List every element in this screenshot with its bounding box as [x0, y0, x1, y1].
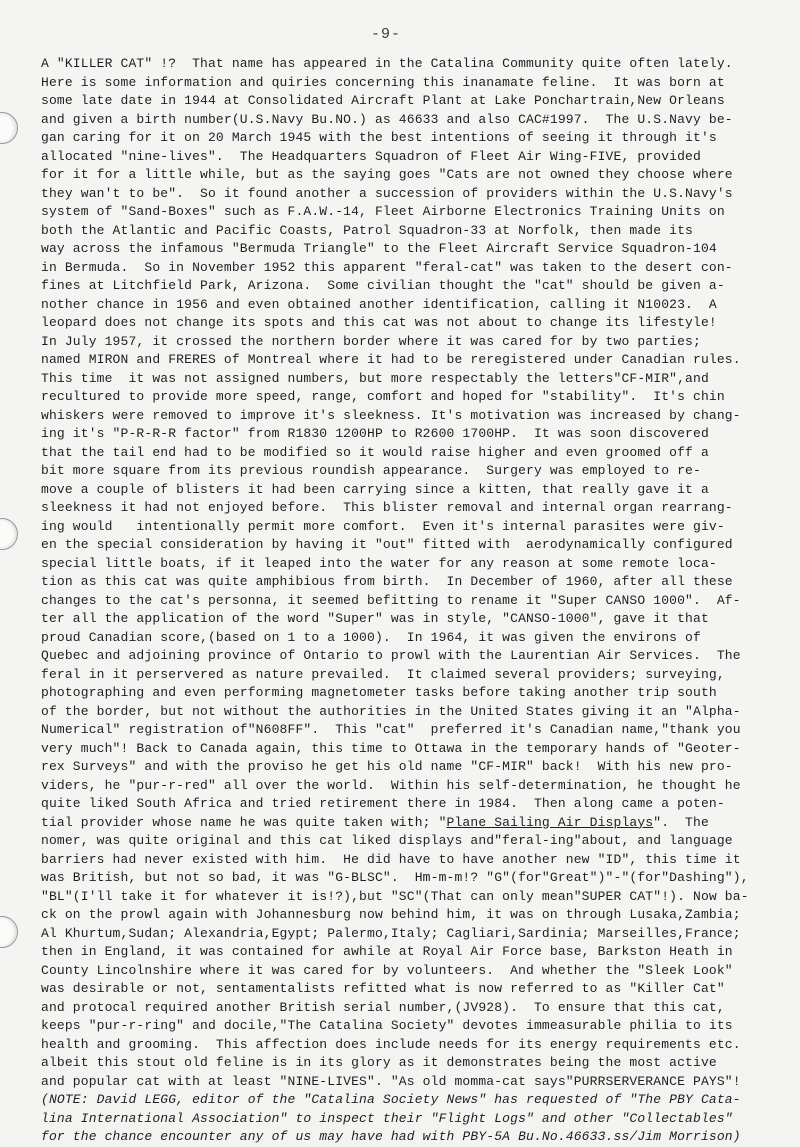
article-line: nother chance in 1956 and even obtained another identification, calling it N10023. A [41, 296, 717, 312]
article-line: en the special consideration by having it "out" fitted with aerodynamically configured [41, 537, 733, 552]
article-line: and given a birth number(U.S.Navy Bu.NO.) as 46633 and also CAC#1997. The U.S.Navy be- [41, 111, 733, 127]
article-line: special little boats, if it leaped into the water for any reason at some remote loca- [41, 555, 717, 571]
article-line: then in England, it was contained for awhile at Royal Air Force base, Barkston Heath in [41, 944, 733, 959]
article-line: some late date in 1944 at Consolidated Aircraft Plant at Lake Ponchartrain,New Orleans [41, 93, 725, 108]
article-line: Quebec and adjoining province of Ontario to prowl with the Laurentian Air Services. The [41, 648, 741, 663]
article-line: Numerical" registration of"N608FF". This "cat" preferred it's Canadian name,"thank you [41, 722, 741, 737]
binder-punch-hole [0, 112, 18, 144]
article-line: leopard does not change its spots and this cat was not about to change its lifestyle! [41, 315, 717, 330]
article-line: sleekness it had not enjoyed before. This blister removal and internal organ rearrang- [41, 500, 733, 515]
article-line: Here is some information and quiries concerning this inanamate feline. It was born at [41, 74, 725, 90]
article-line: ck on the prowl again with Johannesburg now behind him, it was on through Lusaka,Zambia; [41, 907, 741, 922]
article-line: In July 1957, it crossed the northern border where it was cared for by two parties; [41, 333, 701, 349]
article-line: bit more square from its previous roundish appearance. Surgery was employed to re- [41, 463, 701, 478]
article-line: viders, he "pur-r-red" all over the world. Within his self-determination, he thought he [41, 777, 741, 793]
article-line: that the tail end had to be modified so it would raise higher and even groomed off a [41, 444, 709, 460]
article-line: both the Atlantic and Pacific Coasts, Patrol Squadron-33 at Norfolk, then made its [41, 222, 694, 238]
article-line: keeps "pur-r-ring" and docile,"The Catalina Society" devotes immeasurable philia to its [41, 1018, 733, 1033]
article-line: A "KILLER CAT" !? That name has appeared in the Catalina Community quite often lately. [41, 56, 733, 71]
article-line: albeit this stout old feline is in its glory as it demonstrates being the most active [41, 1055, 717, 1070]
article-line: ter all the application of the word "Super" was in style, "CANSO-1000", gave it that [41, 611, 709, 626]
article-line: way across the infamous "Bermuda Triangle" to the Fleet Aircraft Service Squadron-104 [41, 241, 717, 256]
article-line: ing it's "P-R-R-R factor" from R1830 1200HP to R2600 1700HP. It was soon discovered [41, 426, 709, 441]
article-line: very much"! Back to Canada again, this time to Ottawa in the temporary hands of "Geoter- [41, 740, 741, 756]
editor-note-line: for the chance encounter any of us may have had with PBY-5A Bu.No.46633.ss/Jim Morrison) [41, 1129, 741, 1144]
article-line: ing would intentionally permit more comfort. Even it's internal parasites were giv- [41, 518, 725, 534]
article-line: move a couple of blisters it had been carrying since a kitten, that really gave it a [41, 481, 709, 497]
article-line: fines at Litchfield Park, Arizona. Some civilian thought the "cat" should be given a- [41, 278, 725, 293]
page-number: -9- [370, 26, 401, 43]
article-line: This time it was not assigned numbers, but more respectably the letters"CF-MIR",and [41, 370, 709, 386]
article-line: was desirable or not, sentamentalists refitted what is now referred to as "Killer Cat" [41, 981, 725, 996]
article-line: and protocal required another British serial number,(JV928). To ensure that this cat, [41, 999, 725, 1015]
editor-note-line: lina International Association" to inspect their "Flight Logs" and other "Collectables" [41, 1110, 733, 1126]
article-line: allocated "nine-lives". The Headquarters Squadron of Fleet Air Wing-FIVE, provided [41, 148, 701, 164]
article-line: recultured to provide more speed, range, comfort and hoped for "stability". It's chin [41, 389, 725, 404]
article-line: proud Canadian score,(based on 1 to a 1000). In 1964, it was given the environs of [41, 629, 701, 645]
article-line: tial provider whose name he was quite taken with; "Plane Sailing Air Displays". The [41, 814, 709, 830]
article-line: feral in it perservered as nature prevailed. It claimed several providers; surveying, [41, 666, 725, 682]
article-line: health and grooming. This affection does include needs for its energy requirements etc. [41, 1036, 741, 1052]
article-line: rex Surveys" and with the proviso he get his old name "CF-MIR" back! With his new pro- [41, 759, 733, 774]
article-line: "BL"(I'll take it for whatever it is!?),but "SC"(That can only mean"SUPER CAT"!). Now ba- [41, 888, 749, 904]
article-line: was British, but not so bad, it was "G-BLSC". Hm-m-m!? "G"(for"Great")"-"(for"Dashing"), [41, 870, 749, 885]
binder-punch-hole [0, 518, 18, 550]
article-line: in Bermuda. So in November 1952 this apparent "feral-cat" was taken to the desert con- [41, 259, 733, 275]
article-line: quite liked South Africa and tried retirement there in 1984. Then along came a poten- [41, 796, 725, 811]
article-line: changes to the cat's personna, it seemed befitting to rename it "Super CANSO 1000". Af- [41, 592, 741, 608]
article-line: tion as this cat was quite amphibious from birth. In December of 1960, after all these [41, 574, 733, 589]
article-line: nomer, was quite original and this cat liked displays and"feral-ing"about, and language [41, 833, 733, 848]
article-line: of the border, but not without the authorities in the United States giving it an "Alpha- [41, 703, 741, 719]
article-line: they wan't to be". So it found another a succession of providers within the U.S.Navy's [41, 185, 733, 201]
article-body [41, 55, 771, 1147]
article-line: and popular cat with at least "NINE-LIVES". "As old momma-cat says"PURRSERVERANCE PAYS"! [41, 1073, 741, 1089]
article-line: named MIRON and FRERES of Montreal where it had to be reregistered under Canadian rules. [41, 352, 741, 367]
article-line: County Lincolnshire where it was cared for by volunteers. And whether the "Sleek Look" [41, 962, 733, 978]
binder-punch-hole [0, 916, 18, 948]
editor-note-line: (NOTE: David LEGG, editor of the "Catalina Society News" has requested of "The PBY Cata- [41, 1092, 741, 1107]
article-line: photographing and even performing magnetometer tasks before taking another trip south [41, 685, 717, 700]
article-line: whiskers were removed to improve it's sleekness. It's motivation was increased by chang- [41, 407, 741, 423]
article-line: system of "Sand-Boxes" such as F.A.W.-14, Fleet Airborne Electronics Training Units on [41, 204, 725, 219]
underlined-company-name: Plane Sailing Air Displays [446, 814, 654, 830]
article-line: Al Khurtum,Sudan; Alexandria,Egypt; Palermo,Italy; Cagliari,Sardinia; Marseilles,France; [41, 925, 741, 941]
article-line: for it for a little while, but as the saying goes "Cats are not owned they choose where [41, 167, 733, 182]
article-line: barriers had never existed with him. He did have to have another new "ID", this time it [41, 851, 741, 867]
article-line: gan caring for it on 20 March 1945 with the best intentions of seeing it through it's [41, 130, 717, 145]
